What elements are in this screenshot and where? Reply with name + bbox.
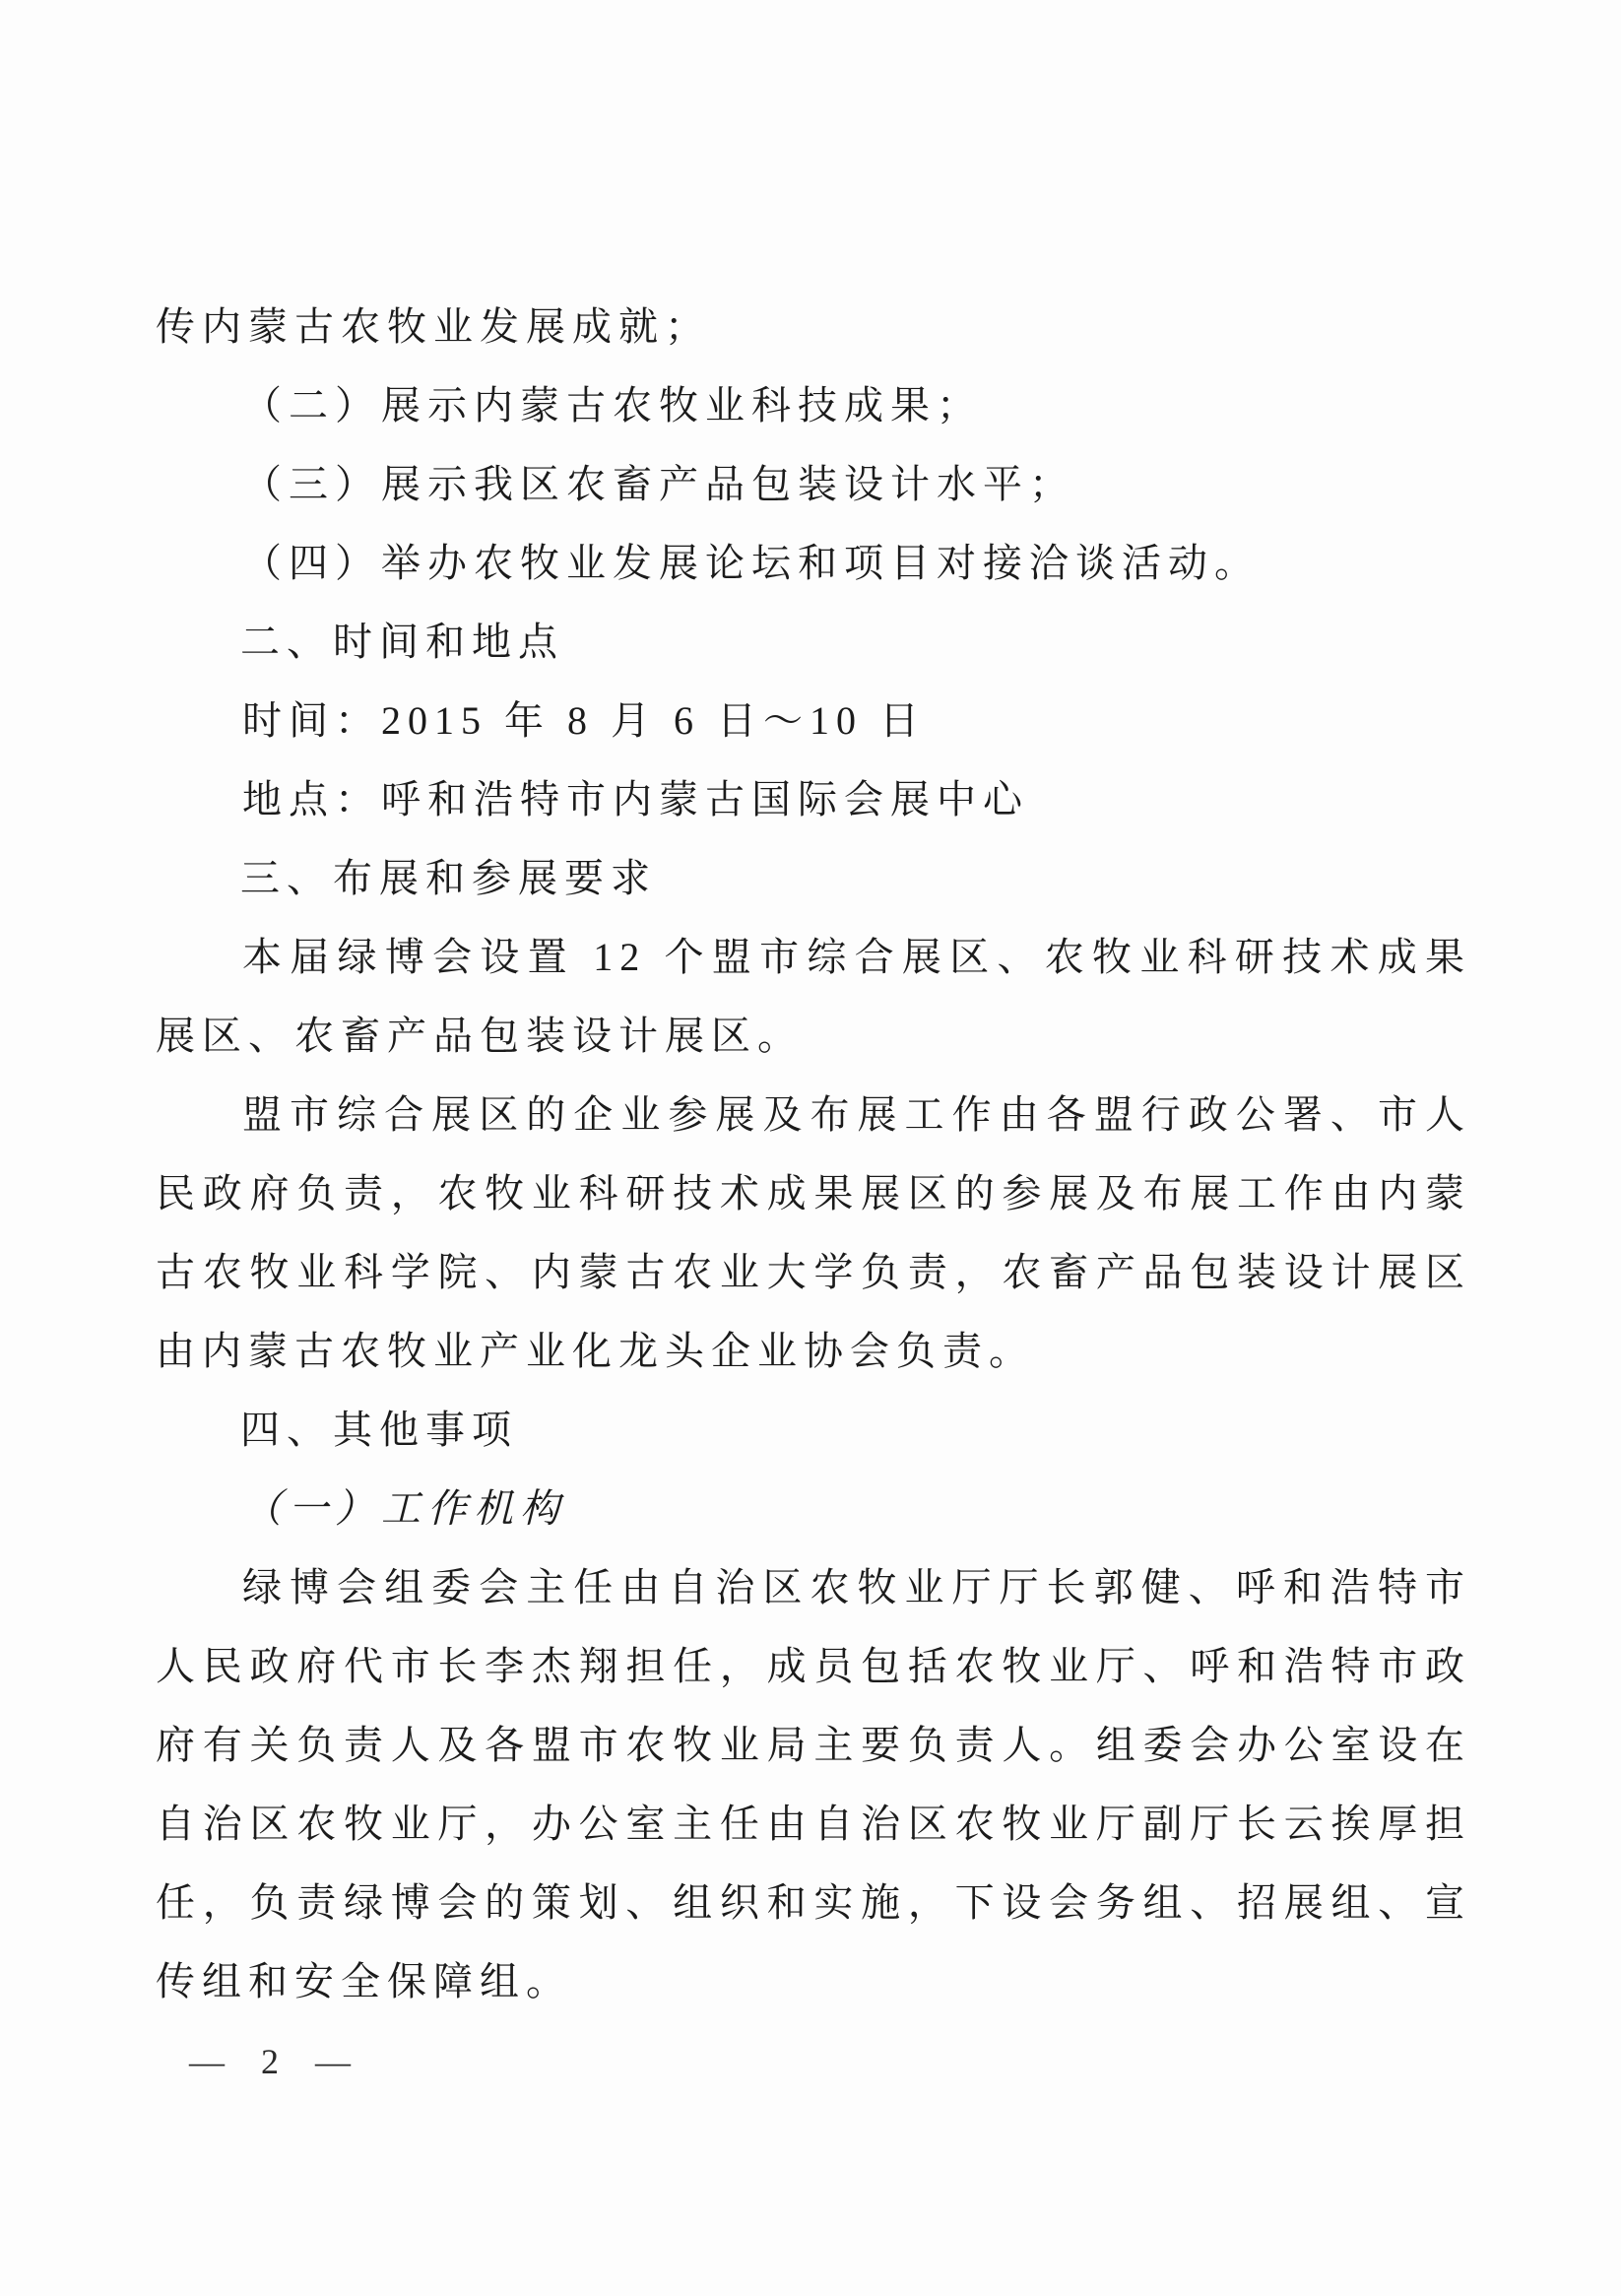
paragraph-exhibition-zones: 本届绿博会设置 12 个盟市综合展区、农牧业科研技术成果展区、农畜产品包装设计展区。 [156,935,1471,1058]
paragraph-continuation: 传内蒙古农牧业发展成就； [156,304,711,349]
section-heading-exhibition-requirements: 三、布展和参展要求 [240,857,657,900]
paragraph-committee: 绿博会组委会主任由自治区农牧业厅厅长郭健、呼和浩特市人民政府代市长李杰翔担任，成员包括农牧业厅、呼和浩特市政府有关负责人及各盟市农牧业局主要负责人。组委会办公室设在自治区农牧业厅，办公室主任由自治区农牧业厅副厅长云挨厚担任，负责绿博会的策划、组织和实施，下设会务组、招展组、宣传组和安全保障组。 [156,1565,1471,2003]
numbered-item-3: （三）展示我区农畜产品包装设计水平； [242,462,1075,506]
time-line: 时间：2015 年 8 月 6 日～10 日 [242,698,926,743]
paragraph-responsibilities: 盟市综合展区的企业参展及布展工作由各盟行政公署、市人民政府负责，农牧业科研技术成果展区的参展及布展工作由内蒙古农牧业科学院、内蒙古农业大学负责，农畜产品包装设计展区由内蒙古农牧业产业化龙头企业协会负责。 [156,1092,1471,1373]
section-heading-other-matters: 四、其他事项 [240,1409,518,1452]
numbered-item-2: （二）展示内蒙古农牧业科技成果； [242,383,983,427]
page-number: — 2 — [189,2042,364,2081]
section-heading-time-place: 二、时间和地点 [240,621,564,664]
numbered-item-4: （四）举办农牧业发展论坛和项目对接洽谈活动。 [242,541,1261,585]
place-line: 地点：呼和浩特市内蒙古国际会展中心 [242,777,1029,821]
sub-heading-work-organization: （一）工作机构 [242,1486,566,1531]
document-body [156,288,1471,2021]
